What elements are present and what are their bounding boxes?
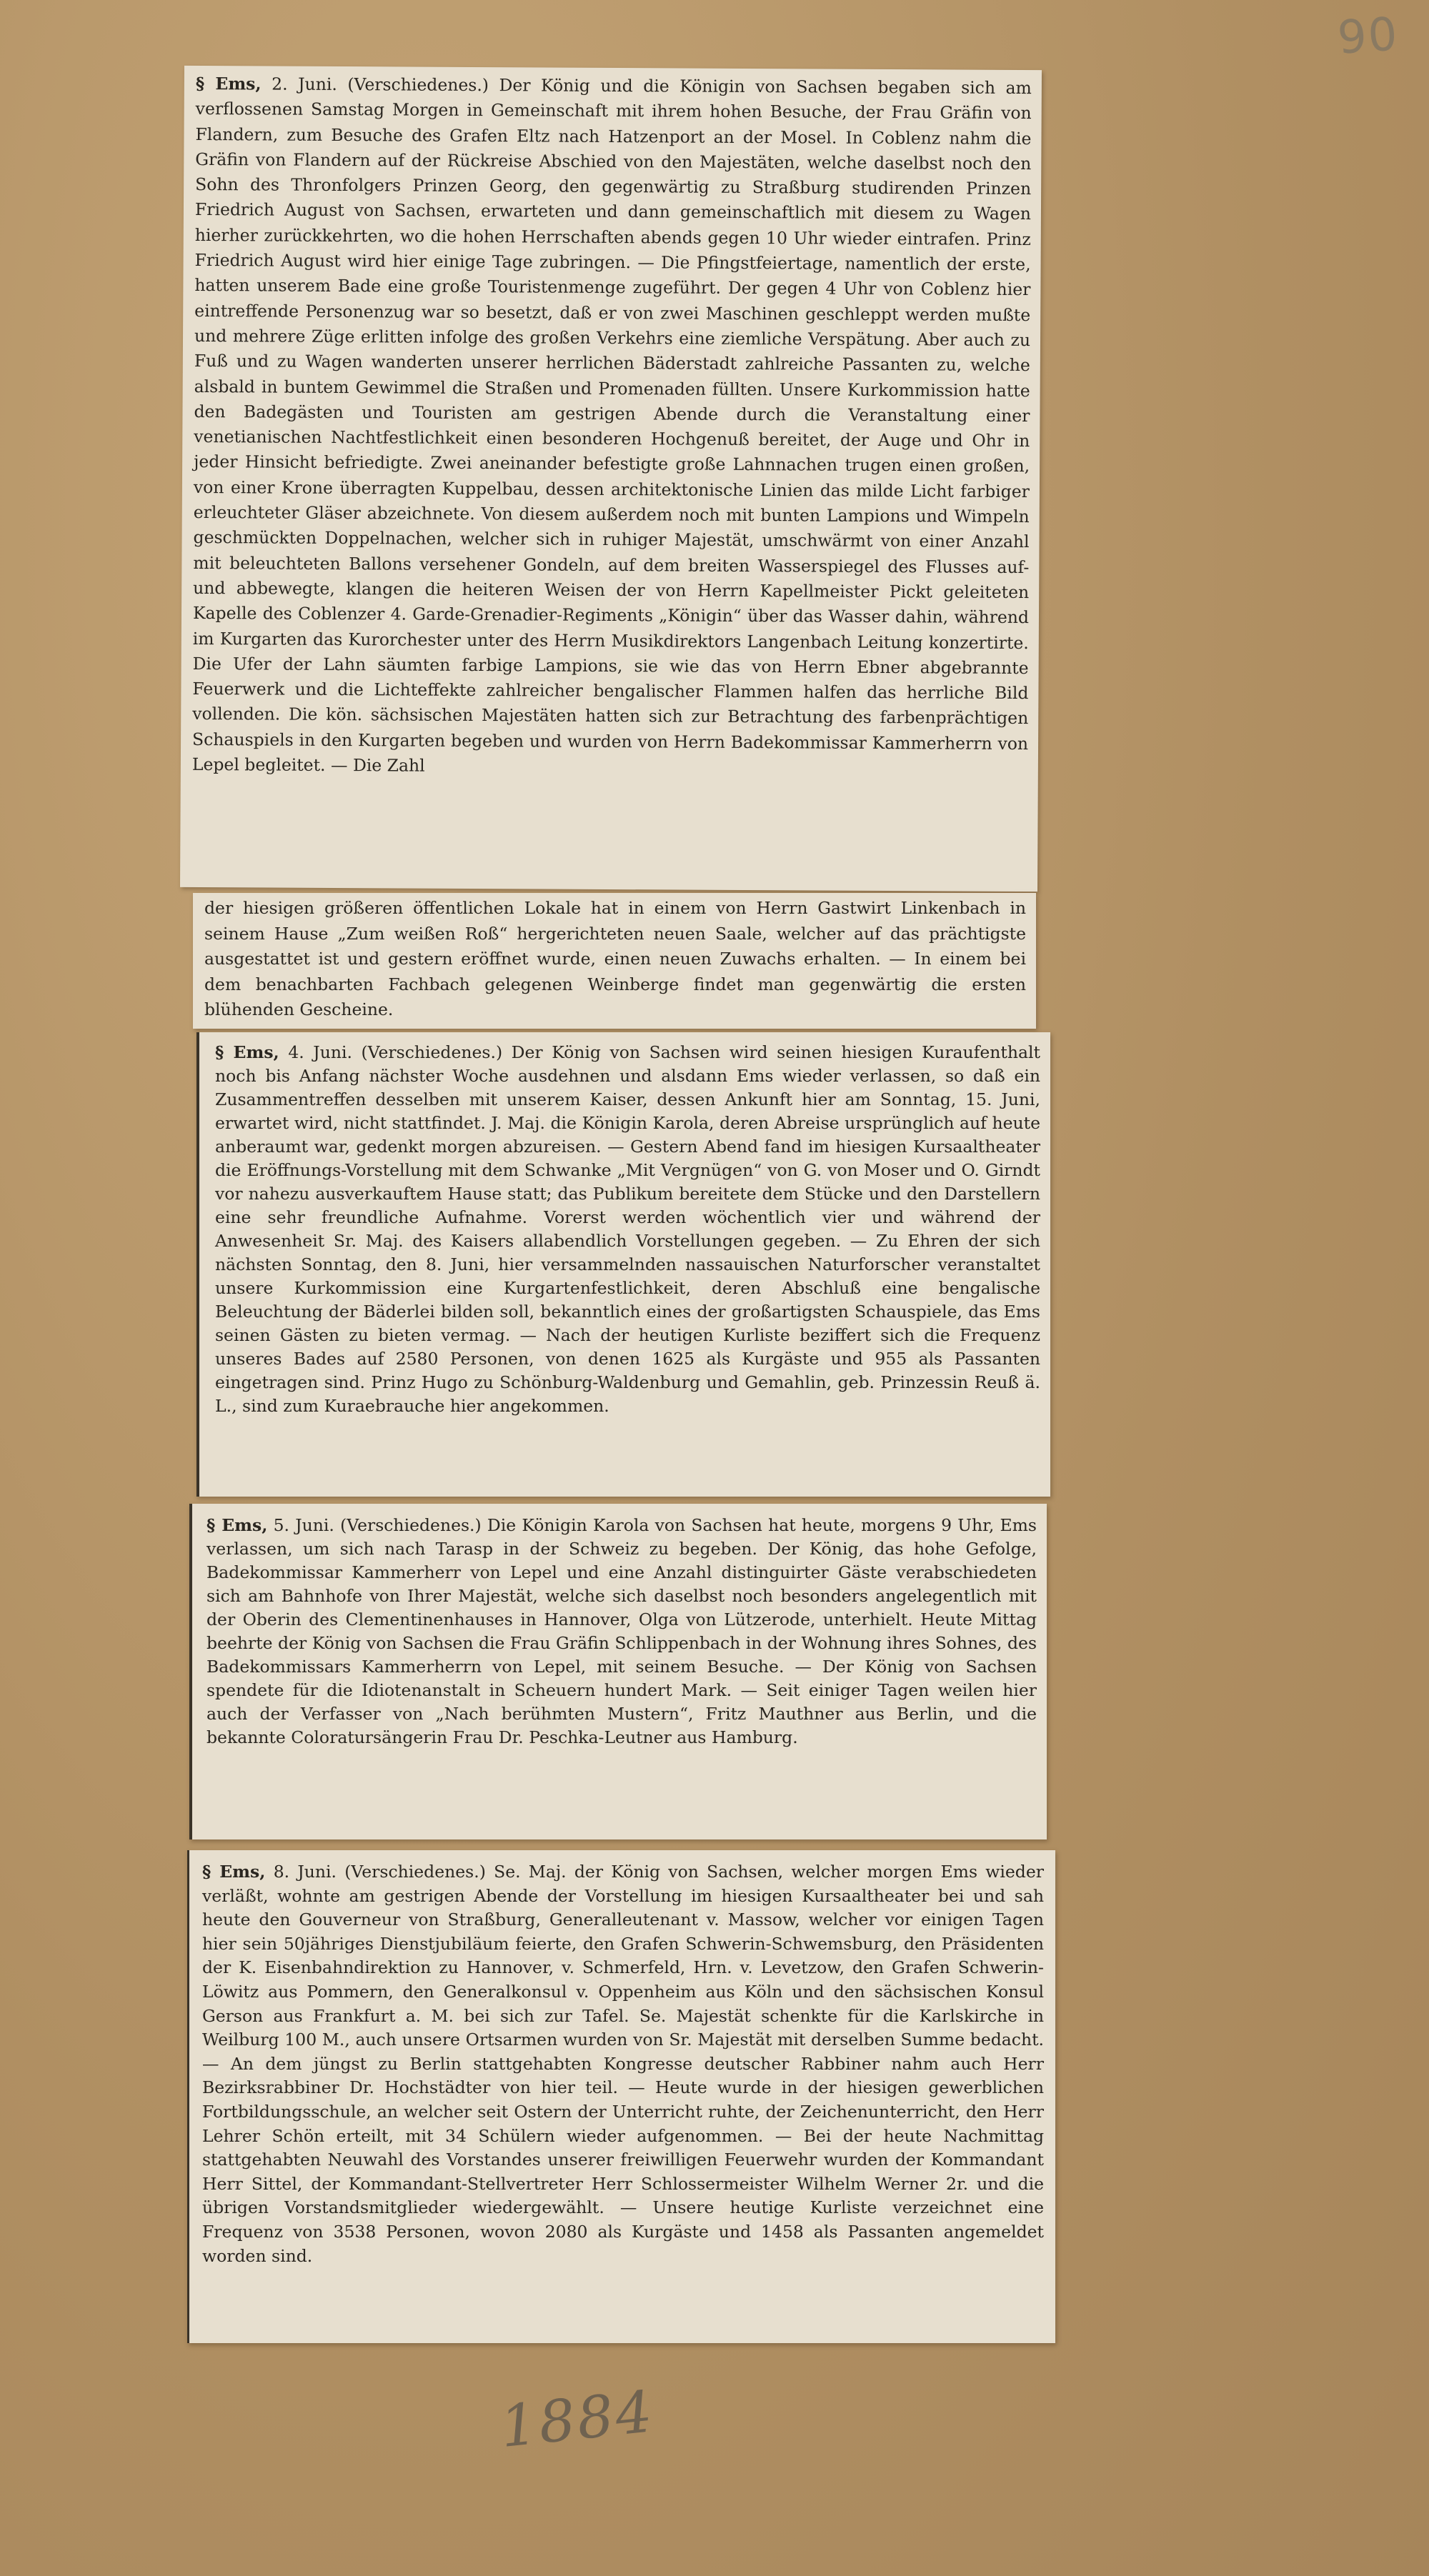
handwritten-year: 1884 <box>497 2377 657 2461</box>
clipping-head: § Ems, <box>202 1862 266 1882</box>
clipping-text <box>204 896 1026 1023</box>
page-number: 90 <box>1335 8 1400 65</box>
clipping-head: § Ems, <box>206 1515 268 1535</box>
clipping-body: 5. Juni. (Verschiedenes.) Die Königin Karola von Sachsen hat heute, morgens 9 Uhr, Ems verlassen, um sich nach Tarasp in der Schweiz zu begeben. Der König, das hohe Gefolge, Badekommissar Kammerherr von Lepel und eine Anzahl distinguirter Gäste verabschiedeten sich am Bahnhofe von Ihrer Majestät, welche sich daselbst noch besonders angelegentlich mit der Oberin des Clementinenhauses in Hannover, Olga von Lützerode, unterhielt. Heute Mittag beehrte der König von Sachsen die Frau Gräfin Schlippenbach in der Wohnung ihres Sohnes, des Badekommissars Kammerherrn von Lepel, mit seinem Besuche. — Der König von Sachsen spendete für die Idiotenanstalt in Scheuern hundert Mark. — Seit einiger Tagen weilen hier auch der Verfasser von „Nach berühmten Mustern“, Fritz Mauthner aus Berlin, und die bekannte Coloratursängerin Frau Dr. Peschka-Leutner aus Hamburg. <box>206 1515 1037 1747</box>
newspaper-clipping-june-8 <box>187 1850 1055 2343</box>
newspaper-clipping-june-5 <box>189 1504 1047 1839</box>
clipping-head: § Ems, <box>195 73 262 94</box>
newspaper-clipping-june-4 <box>196 1032 1050 1497</box>
newspaper-clipping-continuation <box>193 893 1036 1029</box>
clipping-text <box>206 1514 1037 1749</box>
clipping-text <box>215 1041 1040 1418</box>
clipping-body: 4. Juni. (Verschiedenes.) Der König von Sachsen wird seinen hiesigen Kuraufenthalt noch bis Anfang nächster Woche ausdehnen und alsdann Ems wieder verlassen, so daß ein Zusammentreffen desselben mit unserem Kaiser, dessen Ankunft hier am Sonntag, 15. Juni, erwartet wird, nicht stattfindet. J. Maj. die Königin Karola, deren Abreise ursprünglich auf heute anberaumt war, gedenkt morgen abzureisen. — Gestern Abend fand im hiesigen Kursaaltheater die Eröffnungs-Vorstellung mit dem Schwanke „Mit Vergnügen“ von G. von Moser und O. Girndt vor nahezu ausverkauftem Hause statt; das Publikum bereitete dem Stücke und den Darstellern eine sehr freundliche Aufnahme. Vorerst werden wöchentlich vier und während der Anwesenheit Sr. Maj. des Kaisers allabendlich Vorstellungen gegeben. — Zu Ehren der sich nächsten Sonntag, den 8. Juni, hier versammelnden nassauischen Naturforscher veranstaltet unsere Kurkommission eine Kurgartenfestlichkeit, deren Abschluß eine bengalische Beleuchtung der Bäderlei bilden soll, bekanntlich eines der großartigsten Schauspiele, das Ems seinen Gästen zu bieten vermag. — Nach der heutigen Kurliste beziffert sich die Frequenz unseres Bades auf 2580 Personen, von denen 1625 als Kurgäste und 955 als Passanten eingetragen sind. Prinz Hugo zu Schönburg-Waldenburg und Gemahlin, geb. Prinzessin Reuß ä. L., sind zum Kuraebrauche hier angekommen. <box>215 1042 1040 1416</box>
newspaper-clipping-june-2 <box>180 66 1042 892</box>
clipping-text <box>192 71 1032 782</box>
clipping-body: 8. Juni. (Verschiedenes.) Se. Maj. der König von Sachsen, welcher morgen Ems wieder verläßt, wohnte am gestrigen Abende der Vorstellung im hiesigen Kursaaltheater bei und sah heute den Gouverneur von Straßburg, Generalleutenant v. Massow, welcher vor einigen Tagen hier sein 50jähriges Dienstjubiläum feierte, den Grafen Schwerin-Schwemsburg, den Präsidenten der K. Eisenbahndirektion zu Hannover, v. Schmerfeld, Hrn. v. Levetzow, den Grafen Schwerin-Löwitz aus Pommern, den Generalkonsul v. Oppenheim aus Köln und den sächsischen Konsul Gerson aus Frankfurt a. M. bei sich zur Tafel. Se. Majestät schenkte für die Karlskirche in Weilburg 100 M., auch unsere Ortsarmen wurden von Sr. Majestät mit derselben Summe bedacht. — An dem jüngst zu Berlin stattgehabten Kongresse deutscher Rabbiner nahm auch Herr Bezirksrabbiner Dr. Hochstädter von hier teil. — Heute wurde in der hiesigen gewerblichen Fortbildungsschule, an welcher seit Ostern der Unterricht ruhte, der Zeichenunterricht, den Herr Lehrer Schön erteilt, mit 34 Schülern wieder aufgenommen. — Bei der heute Nachmittag stattgehabten Neuwahl des Vorstandes unserer freiwilligen Feuerwehr wurden der Kommandant Herr Sittel, der Kommandant-Stellvertreter Herr Schlossermeister Wilhelm Werner 2r. und die übrigen Vorstandsmitglieder wiedergewählt. — Unsere heutige Kurliste verzeichnet eine Frequenz von 3538 Personen, wovon 2080 als Kurgäste und 1458 als Passanten angemeldet worden sind. <box>202 1862 1044 2266</box>
clipping-body: 2. Juni. (Verschiedenes.) Der König und die Königin von Sachsen begaben sich am verflossenen Samstag Morgen in Gemeinschaft mit ihrem hohen Besuche, der Frau Gräfin von Flandern, zum Besuche des Grafen Eltz nach Hatzenport an der Mosel. In Coblenz nahm die Gräfin von Flandern auf der Rückreise Abschied von den Majestäten, welche daselbst noch den Sohn des Thronfolgers Prinzen Georg, den gegenwärtig zu Straßburg studirenden Prinzen Friedrich August von Sachsen, erwarteten und dann gemeinschaftlich mit diesem zu Wagen hierher zurückkehrten, wo die hohen Herrschaften abends gegen 10 Uhr wieder eintrafen. Prinz Friedrich August wird hier einige Tage zubringen. — Die Pfingstfeiertage, namentlich der erste, hatten unserem Bade eine große Touristenmenge zugeführt. Der gegen 4 Uhr von Coblenz hier eintreffende Personenzug war so besetzt, daß er von zwei Maschinen geschleppt werden mußte und mehrere Züge erlitten infolge des großen Verkehrs eine ziemliche Verspätung. Aber auch zu Fuß und zu Wagen wanderten unserer herrlichen Bäderstadt zahlreiche Passanten zu, welche alsbald in buntem Gewimmel die Straßen und Promenaden füllten. Unsere Kurkommission hatte den Badegästen und Touristen am gestrigen Abende durch die Veranstaltung einer venetianischen Nachtfestlichkeit einen besonderen Hochgenuß bereitet, der Auge und Ohr in jeder Hinsicht befriedigte. Zwei aneinander befestigte große Lahnnachen trugen einen großen, von einer Krone überragten Kuppelbau, dessen architektonische Linien das milde Licht farbiger erleuchteter Gläser abzeichnete. Von diesem außerdem noch mit bunten Lampions und Wimpeln geschmückten Doppelnachen, welcher sich in ruhiger Majestät, umschwärmt von einer Anzahl mit beleuchteten Ballons versehener Gondeln, auf dem breiten Wasserspiegel des Flusses auf- und abbewegte, klangen die heiteren Weisen der von Herrn Kapellmeister Pickt geleiteten Kapelle des Coblenzer 4. Garde-Grenadier-Regiments „Königin“ über das Wasser dahin, während im Kurgarten das Kurorchester unter des Herrn Musikdirektors Langenbach Leitung konzertirte. Die Ufer der Lahn säumten farbige Lampions, sie wie das von Herrn Ebner abgebrannte Feuerwerk und die Lichteffekte zahlreicher bengalischer Flammen halfen das herrliche Bild vollenden. Die kön. sächsischen Majestäten hatten sich zur Betrachtung des farbenprächtigen Schauspiels in den Kurgarten begeben und wurden von Herrn Badekommissar Kammerherrn von Lepel begleitet. — Die Zahl <box>191 74 1032 776</box>
clipping-head: § Ems, <box>215 1042 279 1062</box>
clipping-body: der hiesigen größeren öffentlichen Lokale hat in einem von Herrn Gastwirt Linkenbach in seinem Hause „Zum weißen Roß“ hergerichteten neuen Saale, welcher auf das prächtigste ausgestattet ist und gestern eröffnet wurde, einen neuen Zuwachs erhalten. — In einem bei dem benachbarten Fachbach gelegenen Weinberge findet man gegenwärtig die ersten blühenden Gescheine. <box>204 898 1026 1019</box>
clipping-text <box>202 1860 1044 2268</box>
